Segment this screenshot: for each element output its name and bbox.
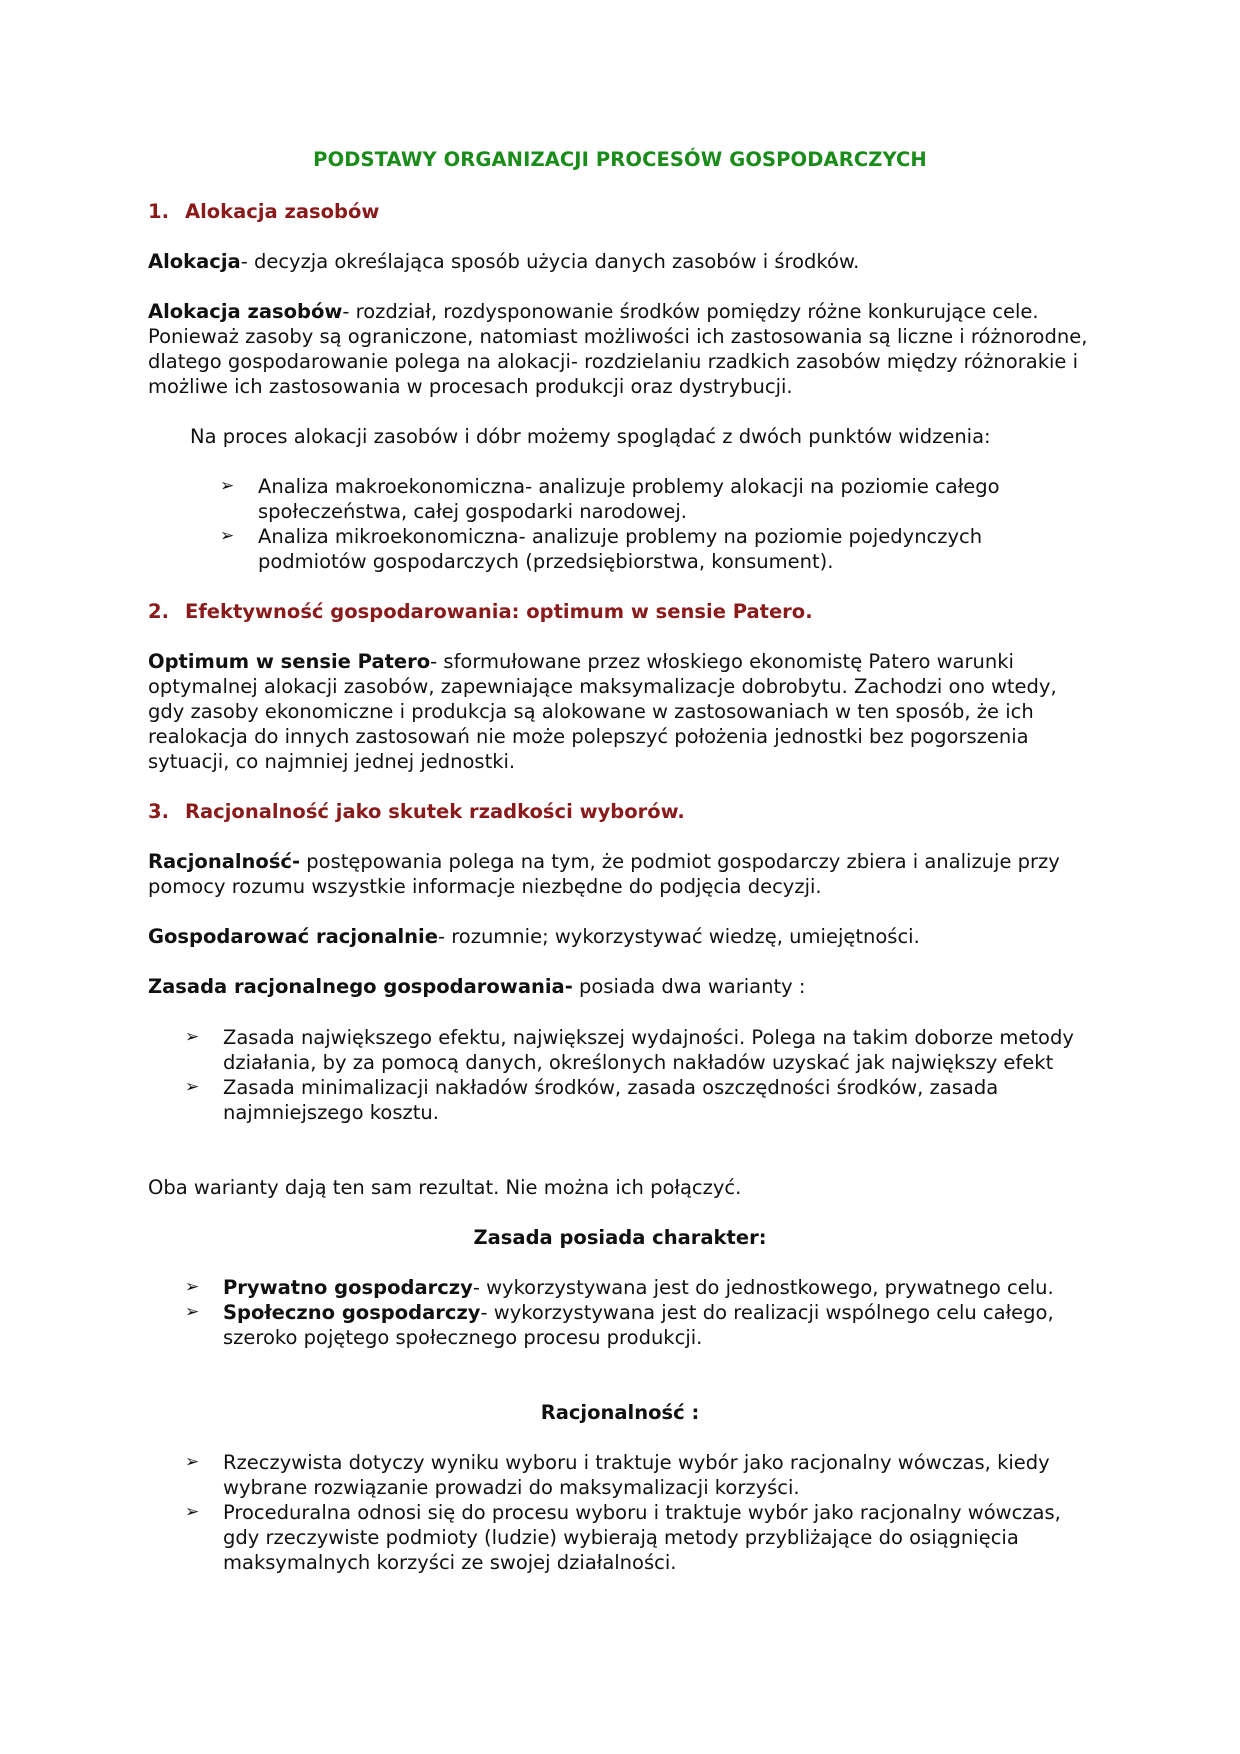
section-3-title: Racjonalność jako skutek rzadkości wyborów. — [185, 800, 685, 823]
paragraph-alokacja-zasobow — [148, 299, 1088, 399]
list-item: ➢ Analiza makroekonomiczna- analizuje problemy alokacji na poziomie całego społeczeństwa, całej gospodarki narodowej. — [220, 475, 1000, 523]
arrow-bullet-icon: ➢ — [185, 1277, 200, 1297]
paragraph-intro-perspectives: Na proces alokacji zasobów i dóbr możemy spoglądać z dwóch punktów widzenia: — [190, 425, 991, 448]
list-item: ➢ Społeczno gospodarczy- wykorzystywana jest do realizacji wspólnego celu całego, szeroko pojętego społecznego procesu produkcji. — [185, 1301, 1054, 1349]
paragraph-gospodarowac — [148, 924, 1088, 949]
paragraph-optimum — [148, 649, 1088, 774]
list-item: ➢ Rzeczywista dotyczy wyniku wyboru i traktuje wybór jako racjonalny wówczas, kiedy wybrane rozwiązanie prowadzi do maksymalizacji korzyści. — [185, 1451, 1050, 1499]
term-gospodarowac: Gospodarować racjonalnie — [148, 925, 438, 948]
arrow-bullet-icon: ➢ — [185, 1302, 200, 1322]
list-racjonalnosc — [185, 1450, 1075, 1575]
term-zasada: Zasada racjonalnego gospodarowania- — [148, 975, 573, 998]
paragraph-zasada — [148, 974, 1088, 999]
section-1-title: Alokacja zasobów — [185, 200, 380, 223]
list-item: ➢ Proceduralna odnosi się do procesu wyboru i traktuje wybór jako racjonalny wówczas, gdy rzeczywiste podmioty (ludzie) wybierają metody przybliżające do osiągnięcia maksymalnych korzyści ze swojej działalności. — [185, 1501, 1061, 1574]
section-2-number: 2. — [148, 600, 169, 623]
list-item: ➢ Analiza mikroekonomiczna- analizuje problemy na poziomie pojedynczych podmiotów gospodarczych (przedsiębiorstwa, konsument). — [220, 525, 983, 573]
arrow-bullet-icon: ➢ — [220, 526, 235, 546]
paragraph-racjonalnosc — [148, 849, 1088, 899]
definition-optimum: - sformułowane przez włoskiego ekonomistę Patero warunki optymalnej alokacji zasobów, zapewniające maksymalizacje dobrobytu. Zachodzi ono wtedy, gdy zasoby ekonomiczne i produkcja są alokowane w zastosowaniach w ten sposób, że ich realokacja do innych zastosowań nie może polepszyć położenia jednostki bez pogorszenia sytuacji, co najmniej jednej jednostki. — [148, 650, 1057, 773]
definition-zasada: posiada dwa warianty : — [572, 975, 806, 998]
list-item: ➢ Zasada największego efektu, największej wydajności. Polega na takim doborze metody działania, by za pomocą danych, określonych nakładów uzyskać jak największy efekt — [185, 1026, 1074, 1074]
section-2-title: Efektywność gospodarowania: optimum w sensie Patero. — [185, 600, 813, 623]
list-variants — [185, 1025, 1075, 1125]
paragraph-note: Oba warianty dają ten sam rezultat. Nie można ich połączyć. — [148, 1176, 742, 1199]
arrow-bullet-icon: ➢ — [185, 1452, 200, 1472]
definition-racjonalnosc: postępowania polega na tym, że podmiot gospodarczy zbiera i analizuje przy pomocy rozumu wszystkie informacje niezbędne do podjęcia decyzji. — [148, 850, 1060, 898]
section-1-heading — [148, 199, 379, 224]
paragraph-alokacja — [148, 249, 1088, 274]
arrow-bullet-icon: ➢ — [185, 1077, 200, 1097]
subheading-charakter: Zasada posiada charakter: — [473, 1226, 767, 1249]
definition-alokacja: - decyzja określająca sposób użycia danych zasobów i środków. — [240, 250, 860, 273]
list-item: ➢ Prywatno gospodarczy- wykorzystywana jest do jednostkowego, prywatnego celu. — [185, 1276, 1054, 1299]
term-alokacja: Alokacja — [148, 250, 241, 273]
section-2-heading — [148, 599, 813, 624]
term-optimum: Optimum w sensie Patero — [148, 650, 431, 673]
definition-gospodarowac: - rozumnie; wykorzystywać wiedzę, umiejętności. — [437, 925, 920, 948]
arrow-bullet-icon: ➢ — [185, 1502, 200, 1522]
definition-alokacja-zasobow: - rozdział, rozdysponowanie środków pomiędzy różne konkurujące cele. Ponieważ zasoby są ograniczone, natomiast możliwości ich zastosowania są liczne i różnorodne, dlatego gospodarowanie polega na alokacji- rozdzielaniu rzadkich zasobów między różnorakie i możliwe ich zastosowania w procesach produkcji oraz dystrybucji. — [148, 300, 1088, 398]
section-1-number: 1. — [148, 200, 169, 223]
subheading-racjonalnosc: Racjonalność : — [540, 1401, 700, 1424]
section-3-number: 3. — [148, 800, 169, 823]
list-perspectives — [220, 474, 1070, 574]
arrow-bullet-icon: ➢ — [220, 476, 235, 496]
list-item: ➢ Zasada minimalizacji nakładów środków, zasada oszczędności środków, zasada najmniejszego kosztu. — [185, 1076, 999, 1124]
list-charakter — [185, 1275, 1075, 1350]
arrow-bullet-icon: ➢ — [185, 1027, 200, 1047]
term-alokacja-zasobow: Alokacja zasobów — [148, 300, 343, 323]
term-racjonalnosc: Racjonalność- — [148, 850, 301, 873]
section-3-heading — [148, 799, 685, 824]
document-title: PODSTAWY ORGANIZACJI PROCESÓW GOSPODARCZYCH — [313, 148, 927, 171]
